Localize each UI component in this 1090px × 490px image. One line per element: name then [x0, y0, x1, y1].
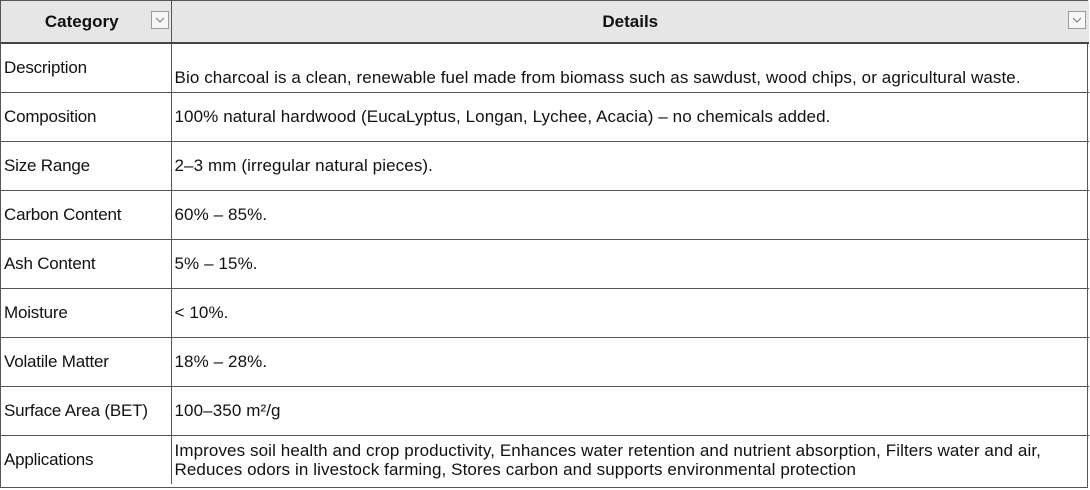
details-cell: 60% – 85%.	[171, 190, 1089, 239]
category-cell: Size Range	[1, 141, 171, 190]
details-cell: < 10%.	[171, 288, 1089, 337]
table-row	[1, 43, 1089, 92]
category-cell: Volatile Matter	[1, 337, 171, 386]
table-row	[1, 92, 1089, 141]
details-line: Improves soil health and crop productivity, Enhances water retention and nutrient absorption, Filters water and air,	[174, 440, 1041, 460]
column-header-details[interactable]	[171, 1, 1089, 43]
category-cell: Carbon Content	[1, 190, 171, 239]
chevron-down-icon	[155, 17, 165, 23]
details-cell	[171, 435, 1089, 484]
details-cell: 2–3 mm (irregular natural pieces).	[171, 141, 1089, 190]
category-cell: Ash Content	[1, 239, 171, 288]
details-cell: Bio charcoal is a clean, renewable fuel made from biomass such as sawdust, wood chips, or agricultural waste.	[174, 67, 1021, 87]
category-cell: Applications	[1, 435, 171, 484]
details-cell: 100% natural hardwood (EucaLyptus, Longan, Lychee, Acacia) – no chemicals added.	[171, 92, 1089, 141]
data-table	[1, 1, 1089, 484]
category-cell: Description	[1, 43, 171, 92]
category-cell: Composition	[1, 92, 171, 141]
table-row	[1, 288, 1089, 337]
details-line: Reduces odors in livestock farming, Stores carbon and supports environmental protection	[174, 459, 856, 479]
details-cell: 100–350 m²/g	[171, 386, 1089, 435]
category-cell: Surface Area (BET)	[1, 386, 171, 435]
header-row	[1, 1, 1089, 43]
column-header-label: Details	[602, 11, 659, 31]
details-cell: 18% – 28%.	[171, 337, 1089, 386]
table-row	[1, 141, 1089, 190]
details-cell: 5% – 15%.	[171, 239, 1089, 288]
column-header-label: Category	[44, 11, 119, 31]
table-row	[1, 435, 1089, 484]
table-row	[1, 239, 1089, 288]
column-header-category[interactable]	[1, 1, 171, 43]
table-row	[1, 386, 1089, 435]
category-cell: Moisture	[1, 288, 171, 337]
table-row	[1, 337, 1089, 386]
table-row	[1, 190, 1089, 239]
details-filter-button[interactable]	[1068, 11, 1086, 29]
chevron-down-icon	[1072, 17, 1082, 23]
category-filter-button[interactable]	[151, 11, 169, 29]
